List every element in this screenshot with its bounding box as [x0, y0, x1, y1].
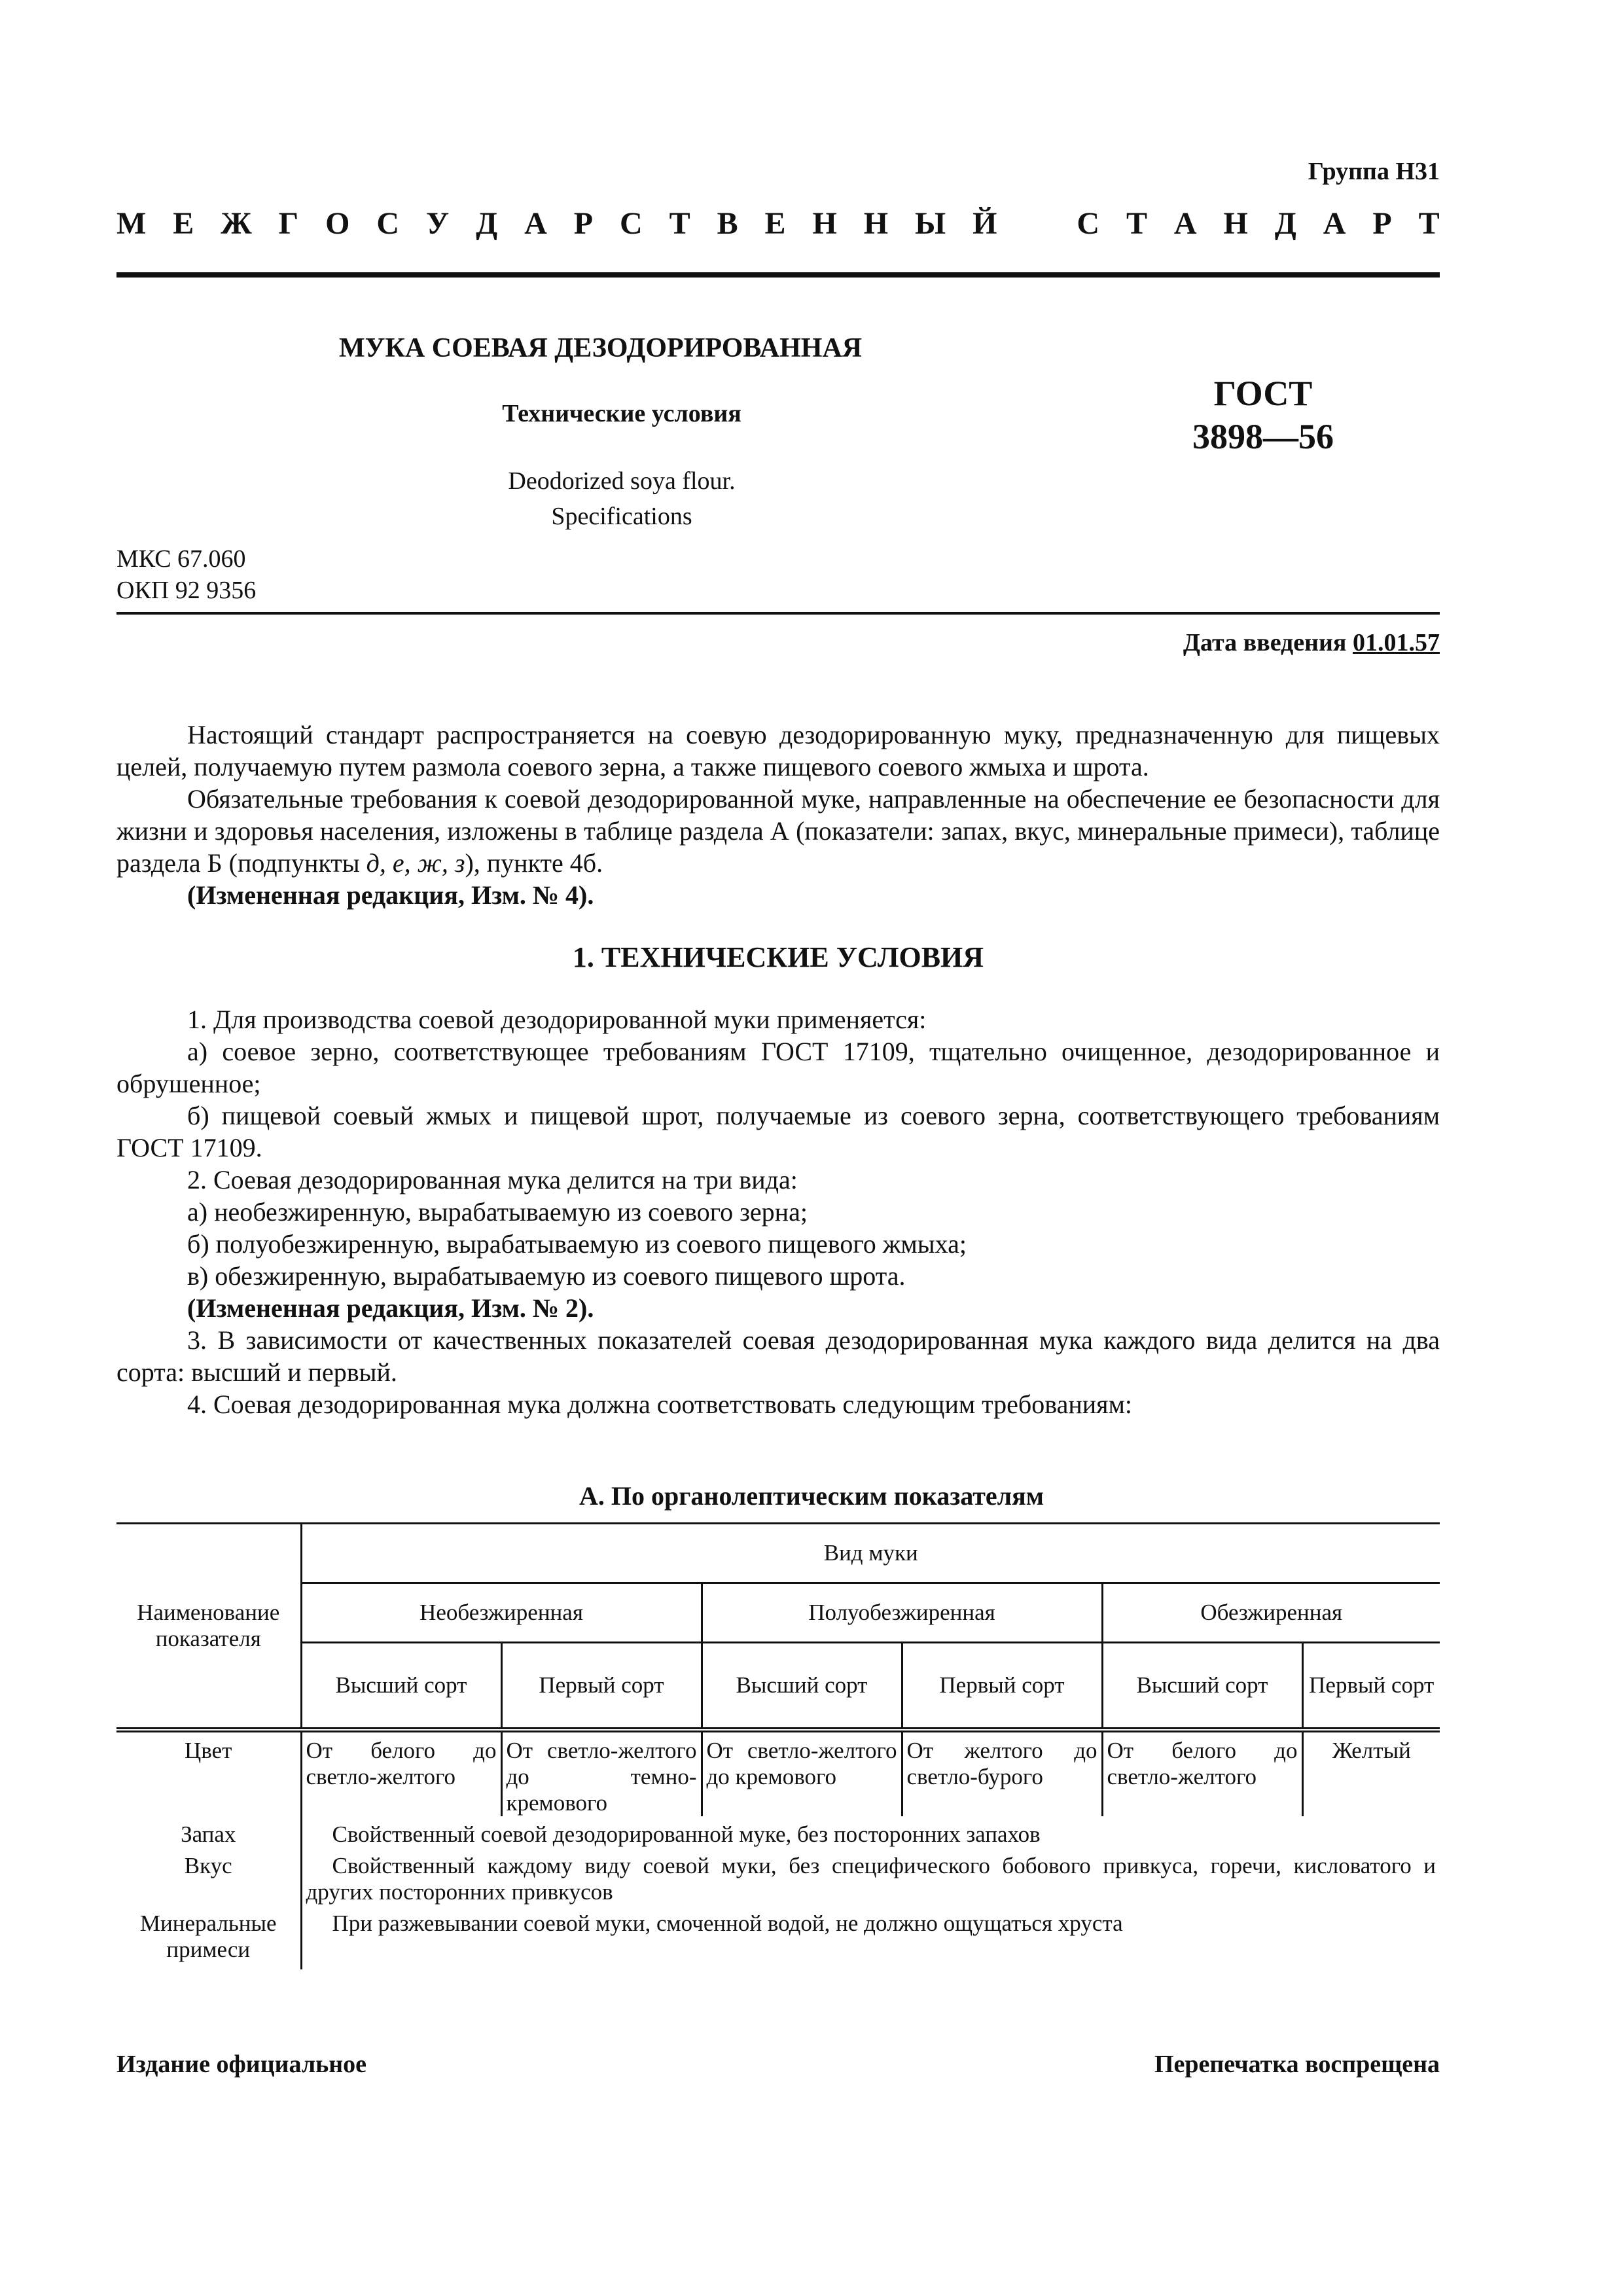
group-label: Группа Н31 — [1308, 158, 1440, 185]
header-type-semi-fat: Полуобезжиренная — [702, 1583, 1102, 1643]
color-value: От белого до светло-желтого — [1102, 1730, 1302, 1816]
banner-letter: Е — [764, 206, 786, 241]
banner-letter: Р — [1372, 206, 1392, 241]
banner-letter: Р — [573, 206, 594, 241]
amendment-note-2: (Измененная редакция, Изм. № 2). — [187, 1293, 594, 1323]
header-type-full-fat: Необезжиренная — [301, 1583, 702, 1643]
banner-letter: Ы — [915, 206, 946, 241]
intro-date-value: 01.01.57 — [1353, 629, 1440, 656]
color-value: От белого до светло-желтого — [301, 1730, 501, 1816]
banner-letter: Е — [173, 206, 194, 241]
banner-letter: Н — [812, 206, 837, 241]
header-grade: Первый сорт — [1302, 1643, 1440, 1731]
document-title: МУКА СОЕВАЯ ДЕЗОДОРИРОВАННАЯ — [339, 333, 863, 363]
row-label-smell: Запах — [181, 1821, 236, 1847]
banner-letter: Н — [1223, 206, 1248, 241]
header-grade: Высший сорт — [702, 1643, 902, 1731]
table-title: А. По органолептическим показателям — [579, 1481, 1044, 1511]
english-title-line1: Deodorized soya flour. — [508, 467, 736, 495]
banner-letter: А — [1173, 206, 1197, 241]
item-1b: б) пищевой соевый жмых и пищевой шрот, получаемые из соевого зерна, соответствующего требованиям ГОСТ 17109. — [116, 1101, 1440, 1162]
banner-letter: А — [1323, 206, 1346, 241]
banner-letter: О — [325, 206, 350, 241]
banner-letter: Н — [863, 206, 889, 241]
table-row-smell — [116, 1816, 1440, 1848]
document-subtitle: Технические условия — [502, 400, 741, 427]
color-value: От светло-желтого до темно-кремового — [501, 1730, 702, 1816]
header-grade: Высший сорт — [1102, 1643, 1302, 1731]
item-1: 1. Для производства соевой дезодорированной муки применяется: — [187, 1005, 927, 1034]
banner-letter: Т — [1418, 206, 1440, 241]
introduction-date — [1183, 628, 1440, 657]
banner-letter: Т — [669, 206, 690, 241]
item-2: 2. Соевая дезодорированная мука делится на три вида: — [187, 1165, 798, 1194]
body-text — [116, 719, 1440, 1420]
english-title-line2: Specifications — [551, 503, 692, 530]
table-row-color — [116, 1730, 1440, 1816]
color-value: Желтый — [1302, 1730, 1440, 1816]
paragraph-requirements: Обязательные требования к соевой дезодорированной муке, направленные на обеспечение ее безопасности для жизни и здоровья населения, изложены в таблице раздела А (показатели: запах, вкус, минеральные примеси), таблице раздела Б (подпункты д, е, ж, з), пункте 4б. — [116, 784, 1440, 878]
classification-codes — [116, 543, 256, 606]
top-rule — [116, 272, 1440, 278]
banner-letter: А — [524, 206, 547, 241]
banner-letter: Д — [1274, 206, 1296, 241]
gost-label: ГОСТ — [1213, 374, 1313, 413]
header-grade: Высший сорт — [301, 1643, 501, 1731]
banner-letter: Д — [476, 206, 498, 241]
banner-letter: С — [1077, 206, 1099, 241]
standard-banner — [116, 208, 1440, 240]
banner-letter: У — [425, 206, 450, 241]
row-label-color: Цвет — [185, 1738, 232, 1763]
gost-code: 3898—56 — [1192, 417, 1334, 456]
header-grade: Первый сорт — [902, 1643, 1102, 1731]
row-label-taste: Вкус — [184, 1853, 232, 1878]
color-value: От светло-желтого до кремового — [702, 1730, 902, 1816]
item-2a: а) необезжиренную, вырабатываемую из соевого зерна; — [187, 1197, 808, 1227]
smell-value: Свойственный соевой дезодорированной муке, без посторонних запахов — [301, 1816, 1440, 1848]
banner-letter: С — [376, 206, 400, 241]
english-title — [0, 463, 1243, 534]
banner-letter: В — [717, 206, 738, 241]
gost-number — [1139, 372, 1387, 458]
mineral-value: При разжевывании соевой муки, смоченной водой, не должно ощущаться хруста — [301, 1905, 1440, 1969]
item-2c: в) обезжиренную, вырабатываемую из соевого пищевого шрота. — [187, 1261, 906, 1291]
organoleptic-table — [116, 1522, 1440, 1969]
banner-letter: Г — [278, 206, 299, 241]
banner-gap — [1024, 208, 1050, 240]
header-flour-type: Вид муки — [301, 1524, 1440, 1583]
header-type-defatted: Обезжиренная — [1102, 1583, 1440, 1643]
banner-letter: Т — [1126, 206, 1147, 241]
banner-letter: М — [116, 206, 147, 241]
paragraph-scope: Настоящий стандарт распространяется на соевую дезодорированную муку, предназначенную для пищевых целей, получаемую путем размола соевого зерна, а также пищевого соевого жмыха и шрота. — [116, 720, 1440, 781]
section-heading: 1. ТЕХНИЧЕСКИЕ УСЛОВИЯ — [572, 941, 984, 973]
item-4: 4. Соевая дезодорированная мука должна соответствовать следующим требованиям: — [187, 1390, 1133, 1419]
table-row-taste — [116, 1848, 1440, 1905]
item-3: 3. В зависимости от качественных показателей соевая дезодорированная мука каждого вида делится на два сорта: высший и первый. — [116, 1325, 1440, 1387]
item-2b: б) полуобезжиренную, вырабатываемую из соевого пищевого жмыха; — [187, 1229, 967, 1259]
taste-value: Свойственный каждому виду соевой муки, без специфического бобового привкуса, горечи, кисловатого и других посторонних привкусов — [301, 1848, 1440, 1905]
mks-code: МКС 67.060 — [116, 545, 246, 573]
okp-code: ОКП 92 9356 — [116, 577, 257, 604]
table-row-mineral — [116, 1905, 1440, 1969]
header-indicator-name: Наименование показателя — [116, 1524, 301, 1731]
footer-reprint-prohibited: Перепечатка воспрещена — [1154, 2051, 1440, 2078]
row-label-mineral: Минеральные примеси — [139, 1910, 277, 1962]
intro-date-label: Дата введения — [1183, 629, 1347, 656]
item-1a: а) соевое зерно, соответствующее требованиям ГОСТ 17109, тщательно очищенное, дезодорированное и обрушенное; — [116, 1037, 1440, 1098]
amendment-note-4: (Измененная редакция, Изм. № 4). — [187, 880, 594, 910]
footer-official-edition: Издание официальное — [116, 2051, 367, 2078]
mid-rule — [116, 612, 1440, 615]
header-grade: Первый сорт — [501, 1643, 702, 1731]
color-value: От желтого до светло-бурого — [902, 1730, 1102, 1816]
banner-letter: С — [620, 206, 643, 241]
banner-letter: Й — [972, 206, 997, 241]
banner-letter: Ж — [221, 206, 252, 241]
